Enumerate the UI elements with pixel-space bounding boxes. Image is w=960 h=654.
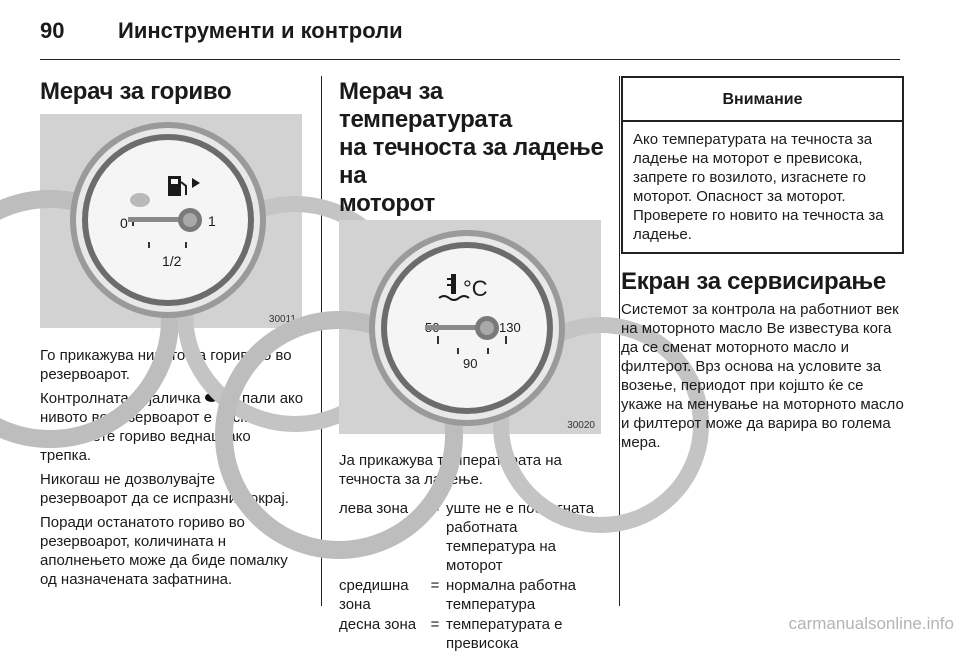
chapter-title: Иинструменти и контроли — [118, 18, 403, 43]
zone-row-left: лева зона = уште не е постигната работната температура на моторот — [339, 500, 595, 574]
coolant-gauge-figure — [339, 220, 601, 434]
warning-text: Ако температурата на течноста за ладење на моторот е превисока, запрете го возилото, изгаснете го моторот. Опасност за моторот. Проверете го новито на течноста за ладење. — [633, 131, 884, 243]
zone-row-right: десна зона = температурата е превисока — [339, 616, 563, 652]
coolant-figure-code: 30020 — [567, 420, 595, 431]
page-header — [40, 10, 900, 60]
watermark: carmanualsonline.info — [788, 614, 954, 633]
page-number: 90 — [40, 18, 65, 43]
fuel-section-title: Мерач за гориво — [40, 78, 232, 105]
fuel-section-body — [40, 346, 305, 589]
fuel-figure-code: 30011 — [268, 314, 296, 325]
fuel-paragraph-4: Поради останатото гориво во резервоарот, количината н аполнењето може да биде помалку од назначената зафатнина. — [40, 514, 288, 588]
coolant-unit-label: °C — [463, 276, 488, 301]
zone-row-middle: средишна зона = нормална работна температура — [339, 577, 576, 613]
coolant-intro: Ја прикажува температурата на течноста за ладење. — [339, 452, 562, 488]
fuel-gauge-illustration — [40, 114, 302, 328]
fuel-gauge-figure — [40, 114, 302, 328]
coolant-gauge-illustration — [339, 220, 601, 434]
service-paragraph: Системот за контрола на работниот век на моторното масло Ве известува кога да се сменат моторното масло и филтерот. Врз основа на условите за возење, периодот при којшто ќе се укаже на менување на моторното масло и филтерот може да варира во голема мера. — [621, 301, 904, 451]
coolant-section-body — [339, 451, 604, 489]
fuel-paragraph-3: Никогаш не дозволувајте резервоарот да се испразни докрај. — [40, 471, 289, 507]
warning-box — [621, 76, 904, 254]
warning-title: Внимание — [623, 78, 902, 122]
coolant-label-mid: 90 — [463, 356, 478, 371]
coolant-gauge-needle — [425, 325, 483, 330]
coolant-section-title: Мерач за температурата на течноста за ладење на моторот — [339, 78, 604, 217]
fuel-label-empty: 0 — [120, 215, 128, 231]
fuel-label-half: 1/2 — [162, 253, 182, 269]
coolant-gauge-section — [339, 78, 604, 654]
service-section-body — [621, 300, 904, 452]
fuel-label-full: 1 — [208, 213, 216, 229]
fuel-gauge-needle — [128, 217, 186, 222]
coolant-label-high: 130 — [499, 320, 521, 335]
service-section-title: Екран за сервисирање — [621, 268, 886, 295]
right-column — [621, 76, 904, 457]
fuel-paragraph-1: Го прикажува нивото на горивото во резервоарот. — [40, 347, 292, 383]
fuel-paragraph-2: Контролната сијаличка се пали ако нивото во резервоарот е ниско. Наполнете гориво веднаш ако трепка. — [40, 390, 304, 464]
column-divider-1 — [321, 76, 322, 606]
